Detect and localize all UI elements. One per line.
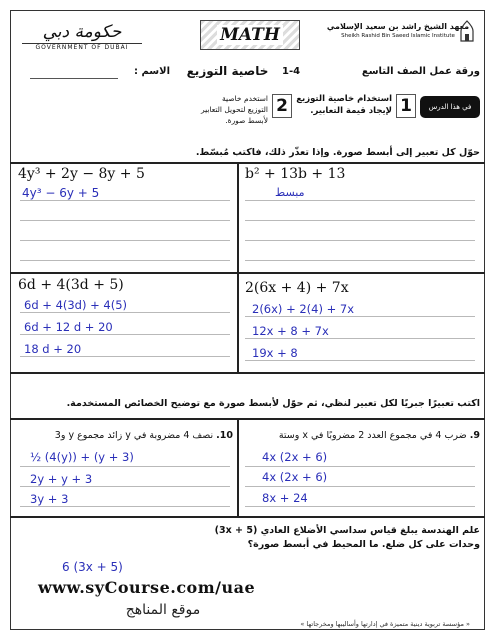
logo-left <box>22 22 142 51</box>
logo-right-text: معهد الشيخ راشد بن سعيد الإسلامي <box>326 22 470 31</box>
problem-1-work-1: 4y³ − 6y + 5 <box>22 186 100 200</box>
geometry-question: علم الهندسة يبلغ قياس سداسي الأضلاع العادي (3x + 5) وحدات على كل ضلع. ما المحيط في أبسط صورة؟ <box>214 525 480 550</box>
logo-left-text: حكومة دبي <box>42 22 122 42</box>
grid-divider-v1 <box>237 162 239 272</box>
problem-4-rule-3 <box>245 360 475 361</box>
problem-1-rule-1 <box>20 200 230 201</box>
word-problem-10-work-1: ½ (4(y)) + (y + 3) <box>30 450 134 464</box>
objective-2-number: 2 <box>272 94 292 118</box>
lesson-title: خاصية التوزيع <box>186 64 269 78</box>
problem-2-rule-2 <box>245 220 475 221</box>
word-problem-9-text: ضرب 4 في مجموع العدد 2 مضروبًا في x وستة <box>278 430 467 441</box>
logo-right-sub: Sheikh Rashid Bin Saeed Islamic Institute <box>341 33 455 39</box>
problem-2-rule-3 <box>245 240 475 241</box>
grid-top <box>10 162 485 164</box>
problem-1-rule-4 <box>20 260 230 261</box>
problem-3-rule-3 <box>20 356 230 357</box>
word-grid-bottom <box>10 516 485 518</box>
problem-3-expression: 6d + 4(3d + 5) <box>18 277 124 293</box>
word-problem-9-work-1: 4x (2x + 6) <box>262 450 328 464</box>
objective-1-number: 1 <box>396 94 416 118</box>
grid-bottom <box>10 372 485 374</box>
word-problem-9-rule-2 <box>245 486 475 487</box>
name-line <box>30 78 118 79</box>
problem-4-expression: 2(6x + 4) + 7x <box>245 280 349 296</box>
objectives-intro-badge <box>420 96 480 133</box>
word-problem-9 <box>245 430 480 441</box>
worksheet-label: ورقة عمل الصف التاسع <box>361 66 480 77</box>
objective-2-text: استخدم خاصية التوزيع لتحويل التعابير لأبسط صورة. <box>200 94 268 125</box>
problem-2-expression: b² + 13b + 13 <box>245 166 346 182</box>
word-problem-10-rule-1 <box>20 466 230 467</box>
lesson-number: 1-4 <box>282 66 301 77</box>
word-problem-10-work-3: 3y + 3 <box>30 492 69 506</box>
problem-2-work-1: مبسط <box>275 186 305 199</box>
grid-middle <box>10 272 485 274</box>
name-label: الاسم : <box>133 66 170 77</box>
objective-1-text: استخدام خاصية التوزيع لإيجاد قيمة التعابير. <box>296 94 392 116</box>
instruction-simplify: حوّل كل تعبير إلى أبسط صورة. وإذا تعذّر ذلك، فاكتب مُبسّط. <box>195 147 480 158</box>
word-problem-10 <box>18 430 233 441</box>
math-banner-text: MATH <box>217 25 283 45</box>
math-banner <box>200 20 300 50</box>
word-problem-9-rule-3 <box>245 506 475 507</box>
word-problem-10-rule-2 <box>20 486 230 487</box>
word-problem-9-work-2: 4x (2x + 6) <box>262 470 328 484</box>
problem-4-rule-1 <box>245 316 475 317</box>
problem-4-work-1: 2(6x) + 2(4) + 7x <box>252 302 355 316</box>
problem-1-rule-2 <box>20 220 230 221</box>
footer-site: موقع المناهج <box>125 602 201 618</box>
problem-1-expression: 4y³ + 2y − 8y + 5 <box>18 166 145 182</box>
problem-3-work-3: 18 d + 20 <box>24 342 82 356</box>
problem-4-rule-2 <box>245 338 475 339</box>
problem-3-rule-1 <box>20 312 230 313</box>
problem-3-work-1: 6d + 4(3d) + 4(5) <box>24 298 128 312</box>
word-problem-9-work-3: 8x + 24 <box>262 491 308 505</box>
problem-2-rule-1 <box>245 200 475 201</box>
word-problem-10-work-2: 2y + y + 3 <box>30 472 93 486</box>
word-problem-10-label: 10. <box>216 430 233 441</box>
word-grid-divider <box>237 418 239 516</box>
word-problem-10-text: نصف 4 مضروبة في y زائد مجموع y و3 <box>54 430 214 441</box>
problem-2-rule-4 <box>245 260 475 261</box>
logo-left-sub: GOVERNMENT OF DUBAI <box>22 43 142 51</box>
word-problem-10-rule-3 <box>20 506 230 507</box>
word-grid-top <box>10 418 485 420</box>
problem-3-rule-2 <box>20 334 230 335</box>
mosque-icon <box>458 20 476 42</box>
problem-3-work-2: 6d + 12 d + 20 <box>24 320 113 334</box>
word-problem-9-label: 9. <box>469 430 480 441</box>
problem-4-work-2: 12x + 8 + 7x <box>252 324 329 338</box>
logo-right <box>318 22 478 39</box>
problem-1-rule-3 <box>20 240 230 241</box>
problem-4-work-3: 19x + 8 <box>252 346 298 360</box>
objectives-intro: في هذا الدرس سوف أتعلم <box>428 103 472 133</box>
word-problem-9-rule-1 <box>245 466 475 467</box>
instruction-write-expression: اكتب تعبيرًا جبريًا لكل تعبير لنظي، ثم حوّل لأبسط صورة مع توضيح الخصائص المستخدمة. <box>66 398 480 409</box>
footer-url: www.syCourse.com/uae <box>38 578 256 597</box>
footer-tagline: « مؤسسة تربوية دينية متميزة في إدارتها وأساليبها ومخرجاتها » <box>300 620 470 628</box>
grid-divider-v2 <box>237 272 239 372</box>
geometry-work: 6 (3x + 5) <box>62 560 123 574</box>
